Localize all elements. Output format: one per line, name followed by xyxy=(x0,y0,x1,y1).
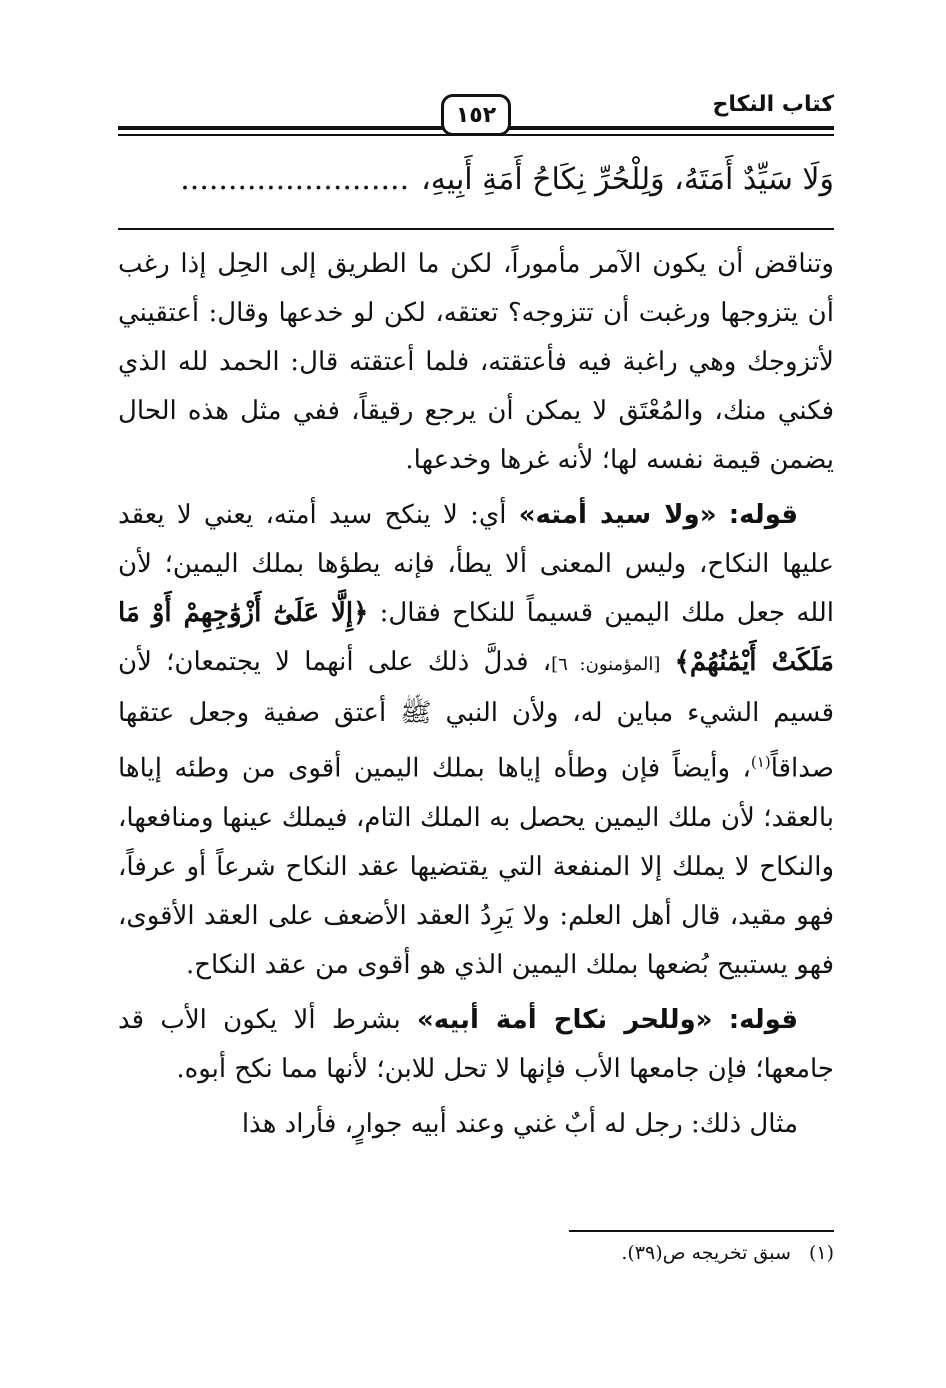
quoted-matn: «ولا سيد أمته» xyxy=(518,500,717,530)
matn-line xyxy=(118,156,834,204)
quoted-matn: «وللحر نكاح أمة أبيه» xyxy=(417,1004,713,1035)
paragraph-4: مثال ذلك: رجل له أبٌ غني وعند أبيه جوارٍ، فأراد هذا xyxy=(241,1108,798,1139)
paragraph-2-part-3: ، وأيضاً فإن وطأه إياها بملك اليمين أقوى من وطئه إياها بالعقد؛ لأن ملك اليمين يحصل به الملك التام، فيملك عينها ومنافعها، والنكاح لا يملك إلا المنفعة التي يقتضيها عقد النكاح شرعاً أو عرفاً، فهو مقيد، قال أهل العلم: ولا يَرِدُ العقد الأضعف على العقد الأقوى، فهو يستبيح بُضعها بملك اليمين الذي هو أقوى من عقد النكاح. xyxy=(118,753,834,980)
qawluh-label: قوله: xyxy=(728,500,799,530)
running-title: كتاب النكاح xyxy=(712,92,834,117)
footnote-number: (١) xyxy=(808,1242,834,1264)
commentary-body xyxy=(118,240,834,1155)
footnote-text: سبق تخريجه ص(٣٩). xyxy=(621,1242,791,1264)
paragraph-2-part-2: ، فدلَّ ذلك على أنهما لا يجتمعان؛ لأن قسيم الشيء مباين له، ولأن النبي ﷺ أعتق صفية وجعل عتقها صداقاً xyxy=(118,647,834,784)
matn-separator xyxy=(118,228,834,230)
verse-reference: [المؤمنون: ٦] xyxy=(551,654,661,675)
paragraph-3 xyxy=(118,996,834,1094)
matn-dots: ........................ xyxy=(180,162,410,197)
paragraph-3-rest: بشرط ألا يكون الأب قد جامعها؛ فإن جامعها الأب فإنها لا تحل للابن؛ لأنها مما نكح أبوه. xyxy=(118,1004,834,1084)
quran-verse: ﴿إِلَّا عَلَىٰٓ أَزْوَٰجِهِمْ أَوْ مَا مَلَكَتْ أَيْمَٰنُهُمْ﴾ xyxy=(118,598,834,677)
page-number: ١٥٢ xyxy=(441,94,511,136)
paragraph-2-part-1: أي: لا ينكح سيد أمته، يعني لا يعقد عليها النكاح، وليس المعنى ألا يطأ، فإنه يطؤها بملك اليمين؛ لأن الله جعل ملك اليمين قسيماً للنكاح فقال: xyxy=(118,500,835,628)
paragraph-1: وتناقض أن يكون الآمر مأموراً، لكن ما الطريق إلى الحِل إذا رغب أن يتزوجها ورغبت أن تتزوجه؟ تعتقه، لكن لو خدعها وقال: أعتقيني لأتزوجك وهي راغبة فيه فأعتقته، فلما أعتقته قال: الحمد لله الذي فكني منك، والمُعْتَق لا يمكن أن يرجع رقيقاً، ففي مثل هذه الحال يضمن قيمة نفسه لها؛ لأنه غرها وخدعها. xyxy=(118,249,834,475)
footnote-marker: (١) xyxy=(750,753,771,771)
qawluh-label: قوله: xyxy=(728,1004,799,1035)
paragraph-2 xyxy=(118,491,834,990)
page-header xyxy=(118,88,834,144)
footnote xyxy=(118,1238,834,1268)
matn-text: وَلَا سَيِّدٌ أَمَتَهُ، وَلِلْحُرِّ نِكَاحُ أَمَةِ أَبِيهِ، xyxy=(421,162,834,197)
footnote-separator xyxy=(569,1230,834,1232)
